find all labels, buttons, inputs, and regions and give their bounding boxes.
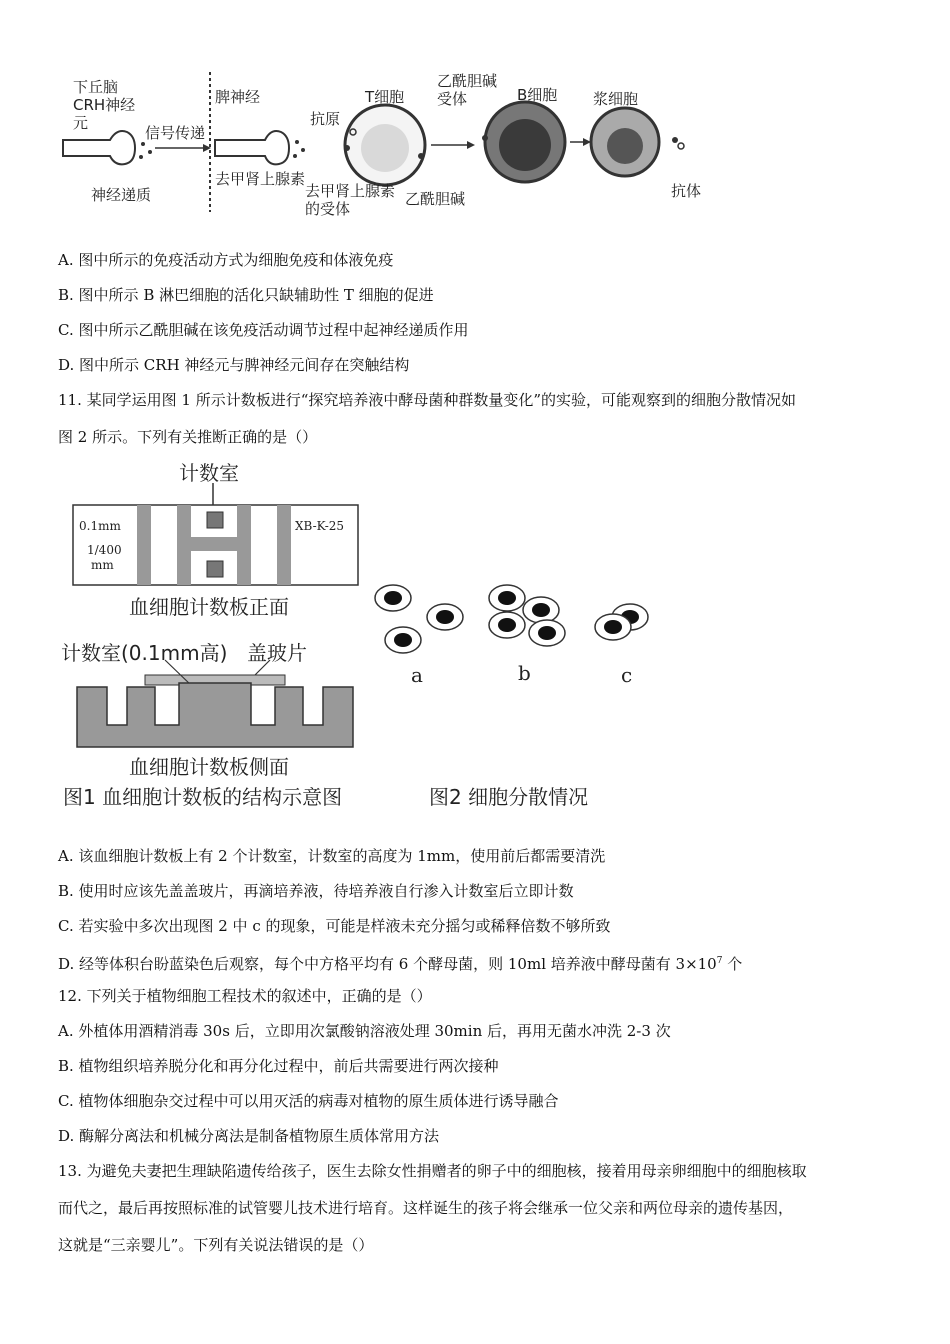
- label-cover-slip: 盖玻片: [247, 641, 307, 665]
- front-bar: [237, 505, 251, 585]
- q13-stem-line2: 而代之，最后再按照标准的试管婴儿技术进行培育。这样诞生的孩子将会继承一位父亲和两位母亲的遗传基因，: [58, 1199, 794, 1217]
- q12-stem: 12. 下列关于植物细胞工程技术的叙述中，正确的是（）: [58, 987, 432, 1005]
- q12-option-b: B. 植物组织培养脱分化和再分化过程中，前后共需要进行两次接种: [58, 1057, 499, 1075]
- group-b-cells: [489, 585, 565, 646]
- ach-dot: [418, 153, 424, 159]
- q13-stem-line1: 13. 为避免夫妻把生理缺陷遗传给孩子，医生去除女性捐赠者的卵子中的细胞核，接着用母亲卵细胞中的细胞核取: [58, 1162, 807, 1180]
- label-count-chamber: 计数室: [179, 461, 239, 485]
- front-bar: [137, 505, 151, 585]
- fig2-caption: 图2 细胞分散情况: [429, 785, 589, 809]
- q11-stem-line1: 11. 某同学运用图 1 所示计数板进行“探究培养液中酵母菌种群数量变化”的实验，可能观察到的细胞分散情况如: [58, 391, 797, 409]
- side-board: [77, 683, 353, 747]
- q11-option-a: A. 该血细胞计数板上有 2 个计数室，计数室的高度为 1mm，使用前后都需要清洗: [58, 847, 606, 865]
- counting-chamber-figure: [55, 455, 655, 815]
- label-norepinephrine: 去甲肾上腺素: [215, 170, 306, 188]
- q11-option-d: [58, 951, 742, 974]
- label-t-cell: T细胞: [365, 88, 405, 106]
- q10-option-d: D. 图中所示 CRH 神经元与脾神经元间存在突触结构: [58, 356, 410, 374]
- vesicle-dot: [139, 155, 143, 159]
- q11-option-d-exponent: 7: [716, 956, 723, 966]
- label-ach: 乙酰胆碱: [405, 190, 466, 208]
- q12-option-c: C. 植物体细胞杂交过程中可以用灭活的病毒对植物的原生质体进行诱导融合: [58, 1092, 559, 1110]
- label-b-cell: B细胞: [517, 86, 558, 104]
- q11-option-d-prefix: D. 经等体积台盼蓝染色后观察，每个中方格平均有 6 个酵母菌，则 10ml 培养液中酵母菌有 3×10: [58, 955, 717, 973]
- arrowhead: [467, 141, 475, 149]
- side-caption: 血细胞计数板侧面: [129, 755, 289, 779]
- front-bar: [177, 505, 191, 585]
- label-model: XB-K-25: [295, 519, 345, 533]
- label-signal: 信号传递: [145, 124, 206, 142]
- plasma-cell-nucleus: [607, 128, 643, 164]
- crh-neuron-shape: [63, 131, 135, 164]
- q13-stem-line3: 这就是“三亲婴儿”。下列有关说法错误的是（）: [58, 1236, 374, 1254]
- q11-option-c: C. 若实验中多次出现图 2 中 c 的现象，可能是样液未充分摇匀或稀释倍数不够所致: [58, 917, 611, 935]
- vesicle-dot: [295, 140, 299, 144]
- q12-option-a: A. 外植体用酒精消毒 30s 后，立即用次氯酸钠溶液处理 30min 后，再用无菌水冲洗 2-3 次: [58, 1022, 671, 1040]
- label-area-unit: mm: [91, 558, 114, 572]
- t-cell-nucleus: [361, 124, 409, 172]
- q10-option-b: B. 图中所示 B 淋巴细胞的活化只缺辅助性 T 细胞的促进: [58, 286, 434, 304]
- q10-option-a: A. 图中所示的免疫活动方式为细胞免疫和体液免疫: [58, 251, 394, 269]
- label-crh-neuron: 下丘脑CRH神经元: [73, 78, 136, 132]
- label-group-a: a: [411, 663, 423, 687]
- antibody-dot: [678, 143, 684, 149]
- label-spleen-nerve: 脾神经: [215, 88, 261, 106]
- vesicle-dot: [293, 154, 297, 158]
- b-cell-nucleus: [499, 119, 551, 171]
- front-chamber-square: [207, 512, 223, 528]
- q11-option-d-suffix: 个: [722, 955, 743, 973]
- spleen-nerve-shape: [215, 131, 289, 164]
- antigen-dot: [344, 145, 350, 151]
- label-depth: 0.1mm: [79, 519, 121, 533]
- label-group-c: c: [621, 663, 633, 687]
- immune-figure: [55, 70, 715, 230]
- label-ne-receptor: 去甲肾上腺素的受体: [305, 182, 396, 218]
- label-antibody: 抗体: [671, 182, 702, 200]
- group-a-cells: [375, 585, 463, 653]
- label-transmitter: 神经递质: [91, 186, 152, 204]
- vesicle-dot: [301, 148, 305, 152]
- label-ach-receptor: 乙酰胆碱受体: [437, 72, 498, 108]
- antibody-dot: [672, 137, 678, 143]
- label-area: 1/400: [87, 543, 122, 557]
- front-crossbar: [191, 537, 237, 551]
- receptor-dot: [482, 135, 488, 141]
- vesicle-dot: [148, 150, 152, 154]
- label-antigen: 抗原: [310, 110, 341, 128]
- q12-option-d: D. 酶解分离法和机械分离法是制备植物原生质体常用方法: [58, 1127, 440, 1145]
- group-c-cells: [595, 604, 648, 640]
- q10-option-c: C. 图中所示乙酰胆碱在该免疫活动调节过程中起神经递质作用: [58, 321, 469, 339]
- label-plasma-cell: 浆细胞: [593, 90, 639, 108]
- front-bar: [277, 505, 291, 585]
- q11-stem-line2: 图 2 所示。下列有关推断正确的是（）: [58, 428, 318, 446]
- label-group-b: b: [518, 661, 531, 685]
- label-side-chamber: 计数室(0.1mm高): [61, 641, 228, 665]
- front-chamber-square: [207, 561, 223, 577]
- fig1-caption: 图1 血细胞计数板的结构示意图: [63, 785, 343, 809]
- q11-option-b: B. 使用时应该先盖盖玻片，再滴培养液，待培养液自行渗入计数室后立即计数: [58, 882, 574, 900]
- front-caption: 血细胞计数板正面: [129, 595, 289, 619]
